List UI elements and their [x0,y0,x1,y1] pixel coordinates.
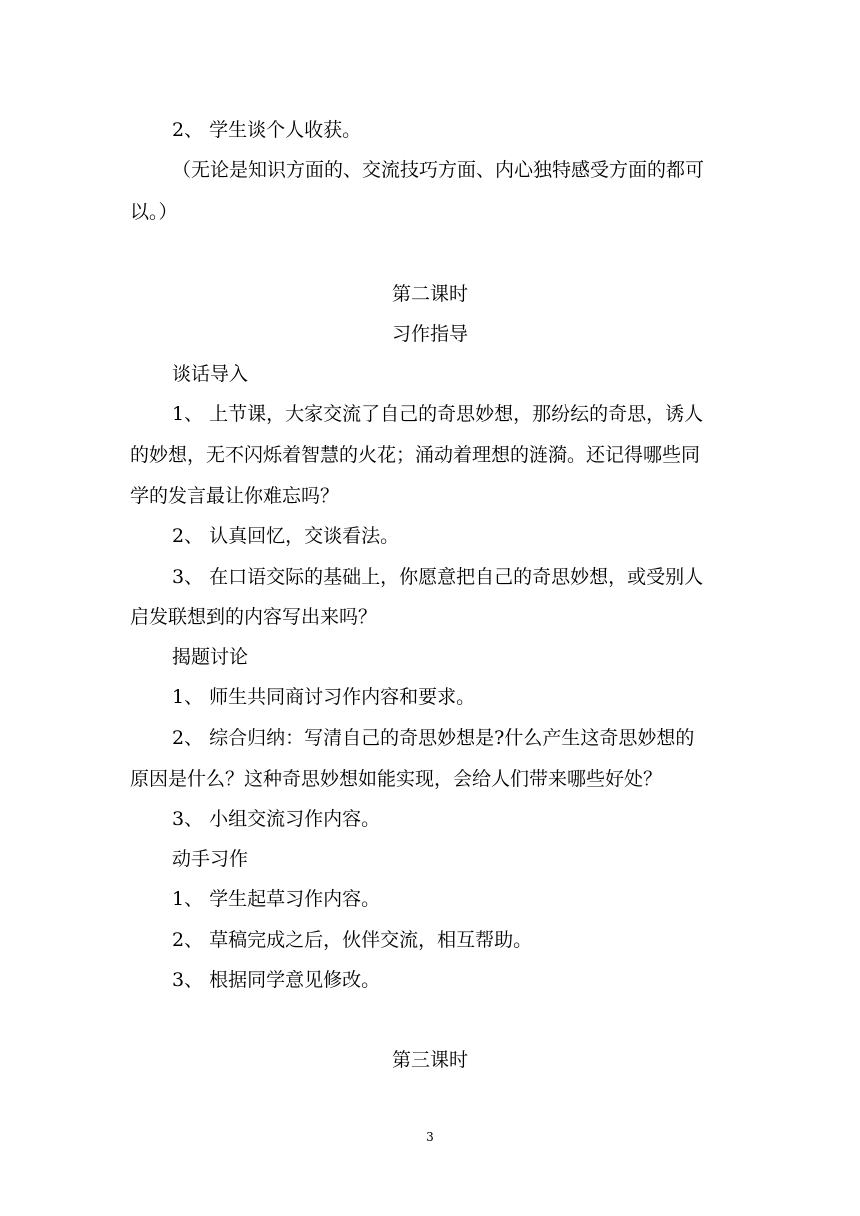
discuss-item-3: 3、 小组交流习作内容。 [172,808,381,830]
section-heading-discuss: 揭题讨论 [172,646,249,668]
intro-item-1-line-2: 的妙想，无不闪烁着智慧的火花；涌动着理想的涟漪。还记得哪些同 [130,444,701,466]
lesson-2-title: 第二课时 [391,283,468,305]
discuss-item-2-line-1: 2、 综合归纳：写清自己的奇思妙想是?什么产生这奇思妙想的 [172,727,695,749]
write-item-2: 2、 草稿完成之后，伙伴交流，相互帮助。 [172,929,533,951]
section-heading-write: 动手习作 [172,848,249,870]
page-number: 3 [426,1130,434,1144]
discuss-item-2-line-2: 原因是什么？这种奇思妙想如能实现，会给人们带来哪些好处？ [130,768,663,790]
intro-item-2: 2、 认真回忆，交谈看法。 [172,525,400,547]
section-heading-intro: 谈话导入 [172,363,249,385]
harvest-note-line-2: 以。） [130,201,178,223]
lesson-2-subtitle: 习作指导 [391,323,468,345]
harvest-note-line-1: （无论是知识方面的、交流技巧方面、内心独特感受方面的都可 [172,159,705,181]
intro-item-1-line-3: 学的发言最让你难忘吗？ [130,485,340,507]
harvest-item-2: 2、 学生谈个人收获。 [172,119,362,141]
write-item-1: 1、 学生起草习作内容。 [172,888,381,910]
intro-item-1-line-1: 1、 上节课，大家交流了自己的奇思妙想，那纷纭的奇思，诱人 [172,403,704,425]
intro-item-3-line-2: 启发联想到的内容写出来吗？ [130,606,378,628]
discuss-item-1: 1、 师生共同商讨习作内容和要求。 [172,686,476,708]
intro-item-3-line-1: 3、 在口语交际的基础上，你愿意把自己的奇思妙想，或受别人 [172,566,704,588]
lesson-3-title: 第三课时 [391,1049,468,1071]
write-item-3: 3、 根据同学意见修改。 [172,969,381,991]
